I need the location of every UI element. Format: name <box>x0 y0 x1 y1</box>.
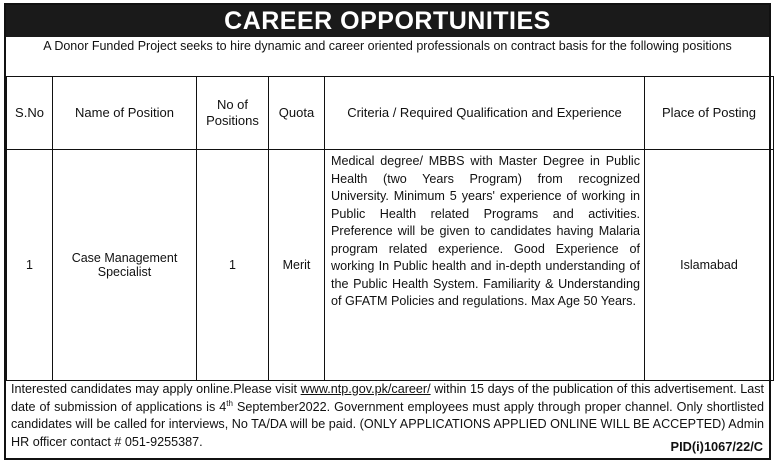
cell-quota: Merit <box>269 150 325 381</box>
pid-number: PID(i)1067/22/C <box>665 438 763 455</box>
footer-text-3: September2022. Government employees must apply through proper channel. Only shortlisted candidates will be called for interviews, No TA/DA will be paid. (ONLY APPLICATIONS APPLIED ONLINE WILL BE ACCEPTED) Admin HR officer contact # 051-9255387. <box>11 399 764 449</box>
career-advertisement <box>4 3 771 460</box>
table-row <box>7 150 774 381</box>
header-quota: Quota <box>269 77 325 150</box>
date-superscript: th <box>226 398 233 408</box>
cell-criteria: Medical degree/ MBBS with Master Degree in Public Health (two Years Program) from recognized University. Minimum 5 years' experience of working in Public Health related Programs and activities. Preference will be given to candidates having Malaria program related experience. Good Experience of working In Public health and in-depth understanding of the Public Health System. Familiarity & Understanding of GFATM Policies and regulations. Max Age 50 Years. <box>325 150 645 381</box>
intro-text: A Donor Funded Project seeks to hire dynamic and career oriented professionals on contract basis for the following positions <box>43 39 732 53</box>
header-count: No of Positions <box>197 77 269 150</box>
header-sno: S.No <box>7 77 53 150</box>
cell-sno: 1 <box>7 150 53 381</box>
header-position: Name of Position <box>53 77 197 150</box>
career-link[interactable]: www.ntp.gov.pk/career/ <box>300 382 431 396</box>
cell-posting: Islamabad <box>645 150 774 381</box>
positions-table <box>6 76 774 381</box>
table-header-row <box>7 77 774 150</box>
cell-position: Case Management Specialist <box>53 150 197 381</box>
cell-count: 1 <box>197 150 269 381</box>
header-posting: Place of Posting <box>645 77 774 150</box>
footer-text-2: within 15 days of the publication of this advertisement. Last date of submission of applications is 4 <box>11 382 764 414</box>
footer-text-1: Interested candidates may apply online.Please visit <box>11 382 301 396</box>
banner-title: CAREER OPPORTUNITIES <box>6 5 769 37</box>
application-instructions <box>6 379 769 451</box>
header-criteria: Criteria / Required Qualification and Experience <box>325 77 645 150</box>
